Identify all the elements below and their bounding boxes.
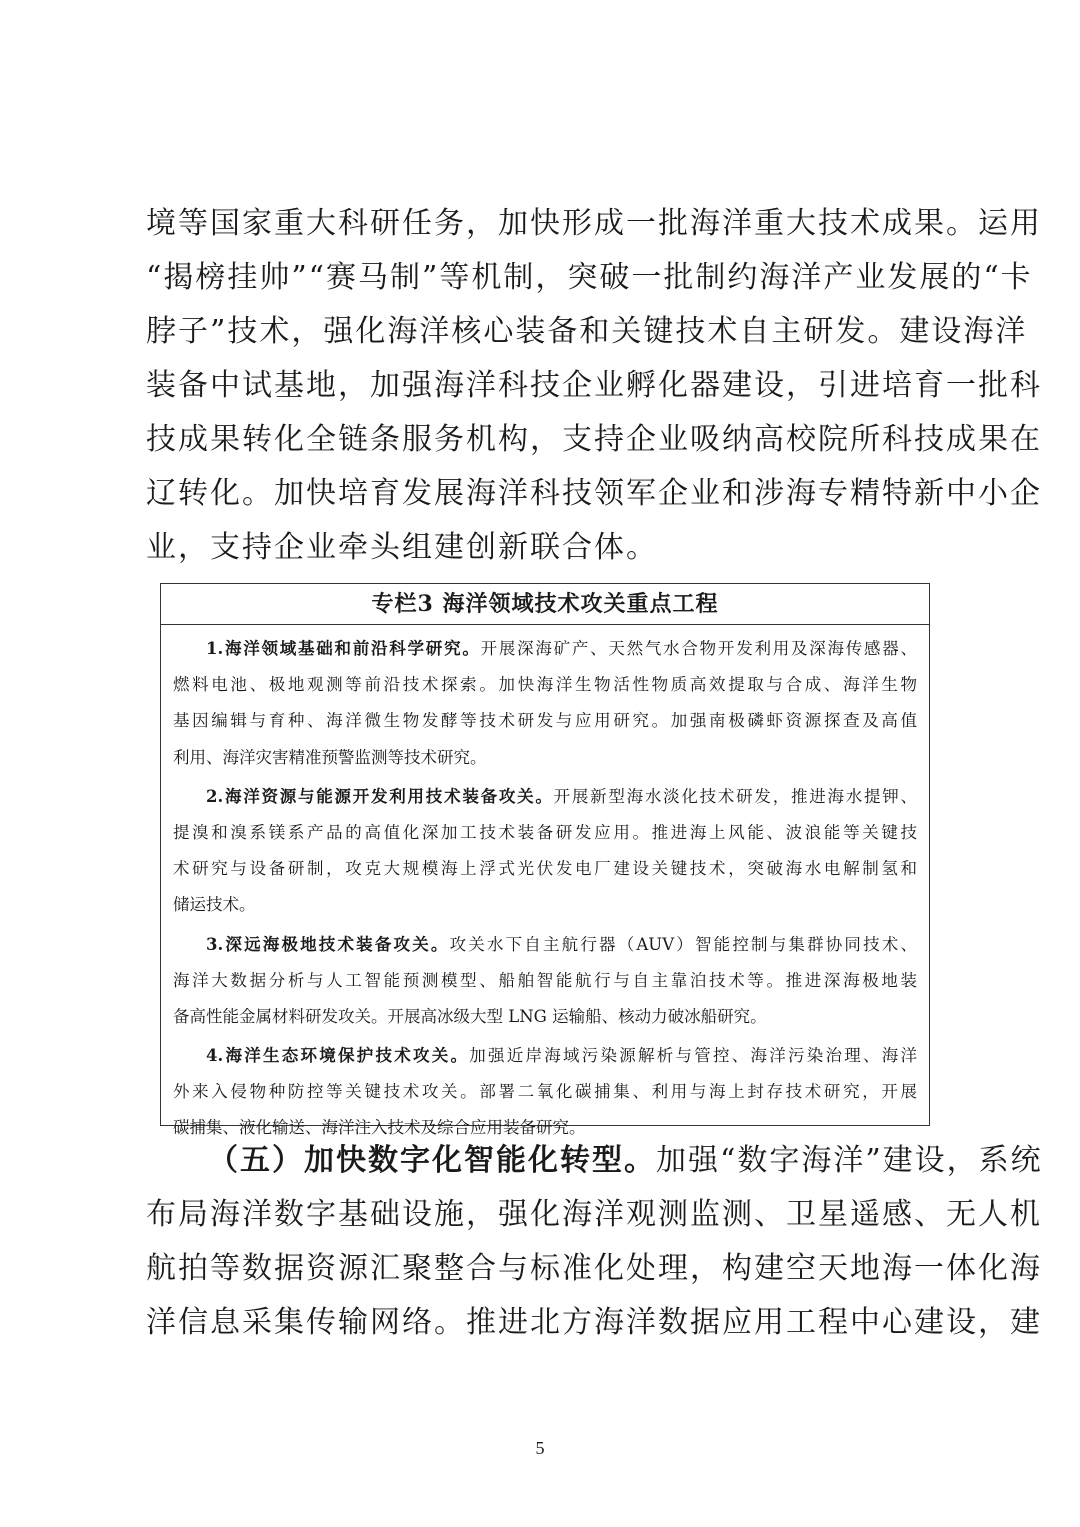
item-line: 海洋大数据分析与人工智能预测模型、船舶智能航行与自主靠泊技术等。推进深海极地装 [173, 970, 917, 990]
box-title: 专栏3 海洋领域技术攻关重点工程 [161, 584, 929, 625]
list-item [173, 927, 917, 1036]
page-number: 5 [535, 1438, 545, 1458]
text-line: 洋信息采集传输网络。推进北方海洋数据应用工程中心建设，建 [146, 1305, 1042, 1340]
item-line: 碳捕集、液化输送、海洋注入技术及综合应用装备研究。 [173, 1118, 586, 1138]
item-heading: 2.海洋资源与能源开发利用技术装备攻关。 [206, 786, 554, 806]
item-line: 燃料电池、极地观测等前沿技术探索。加快海洋生物活性物质高效提取与合成、海洋生物 [173, 675, 917, 695]
item-line: 备高性能金属材料研发攻关。开展高冰级大型 LNG 运输船、核动力破冰船研究。 [173, 1006, 767, 1026]
text-line: 航拍等数据资源汇聚整合与标准化处理，构建空天地海一体化海 [146, 1251, 1042, 1286]
item-first-line [173, 631, 917, 667]
item-line: 储运技术。 [173, 895, 256, 915]
item-line: 术研究与设备研制，攻克大规模海上浮式光伏发电厂建设关键技术，突破海水电解制氢和 [173, 859, 917, 879]
item-text: 开展深海矿产、天然气水合物开发利用及深海传感器、 [480, 639, 918, 658]
list-item [173, 779, 917, 924]
list-item [173, 631, 917, 776]
text-line: 技成果转化全链条服务机构，支持企业吸纳高校院所科技成果在 [146, 422, 1042, 457]
special-column-box [160, 583, 930, 1138]
text-line: 脖子”技术，强化海洋核心装备和关键技术自主研发。建设海洋 [146, 314, 1028, 349]
item-line: 利用、海洋灾害精准预警监测等技术研究。 [173, 747, 487, 767]
section-text: 加强“数字海洋”建设，系统 [656, 1143, 1043, 1178]
item-line: 基因编辑与育种、海洋微生物发酵等技术研发与应用研究。加强南极磷虾资源探查及高值 [173, 711, 917, 731]
text-line: 装备中试基地，加强海洋科技企业孵化器建设，引进培育一批科 [146, 368, 1042, 403]
item-text: 加强近岸海域污染源解析与管控、海洋污染治理、海洋 [469, 1046, 917, 1066]
intro-paragraph [146, 197, 1042, 575]
text-line: 境等国家重大科研任务，加快形成一批海洋重大技术成果。运用 [146, 206, 1042, 241]
item-heading: 4.海洋生态环境保护技术攻关。 [206, 1046, 470, 1066]
item-line: 外来入侵物种防控等关键技术攻关。部署二氧化碳捕集、利用与海上封存技术研究，开展 [173, 1082, 917, 1102]
text-line: 业，支持企业牵头组建创新联合体。 [146, 530, 658, 565]
section-first-line [146, 1134, 1043, 1188]
list-item [173, 1038, 917, 1147]
section-heading: （五）加快数字化智能化转型。 [208, 1143, 656, 1178]
item-text: 开展新型海水淡化技术研发，推进海水提钾、 [553, 786, 917, 806]
item-first-line [173, 1038, 917, 1074]
box-body [161, 625, 929, 1147]
text-line: 布局海洋数字基础设施，强化海洋观测监测、卫星遥感、无人机 [146, 1197, 1042, 1232]
section-5-paragraph [146, 1134, 1043, 1350]
item-first-line [173, 779, 917, 815]
item-line: 提溴和溴系镁系产品的高值化深加工技术装备研发应用。推进海上风能、波浪能等关键技 [173, 822, 917, 842]
item-heading: 1.海洋领域基础和前沿科学研究。 [206, 639, 481, 658]
text-line: 辽转化。加快培育发展海洋科技领军企业和涉海专精特新中小企 [146, 476, 1042, 511]
text-line: “揭榜挂帅”“赛马制”等机制，突破一批制约海洋产业发展的“卡 [146, 260, 1033, 295]
item-first-line [173, 927, 917, 963]
item-heading: 3.深远海极地技术装备攻关。 [206, 934, 450, 954]
item-text: 攻关水下自主航行器（AUV）智能控制与集群协同技术、 [449, 934, 917, 954]
